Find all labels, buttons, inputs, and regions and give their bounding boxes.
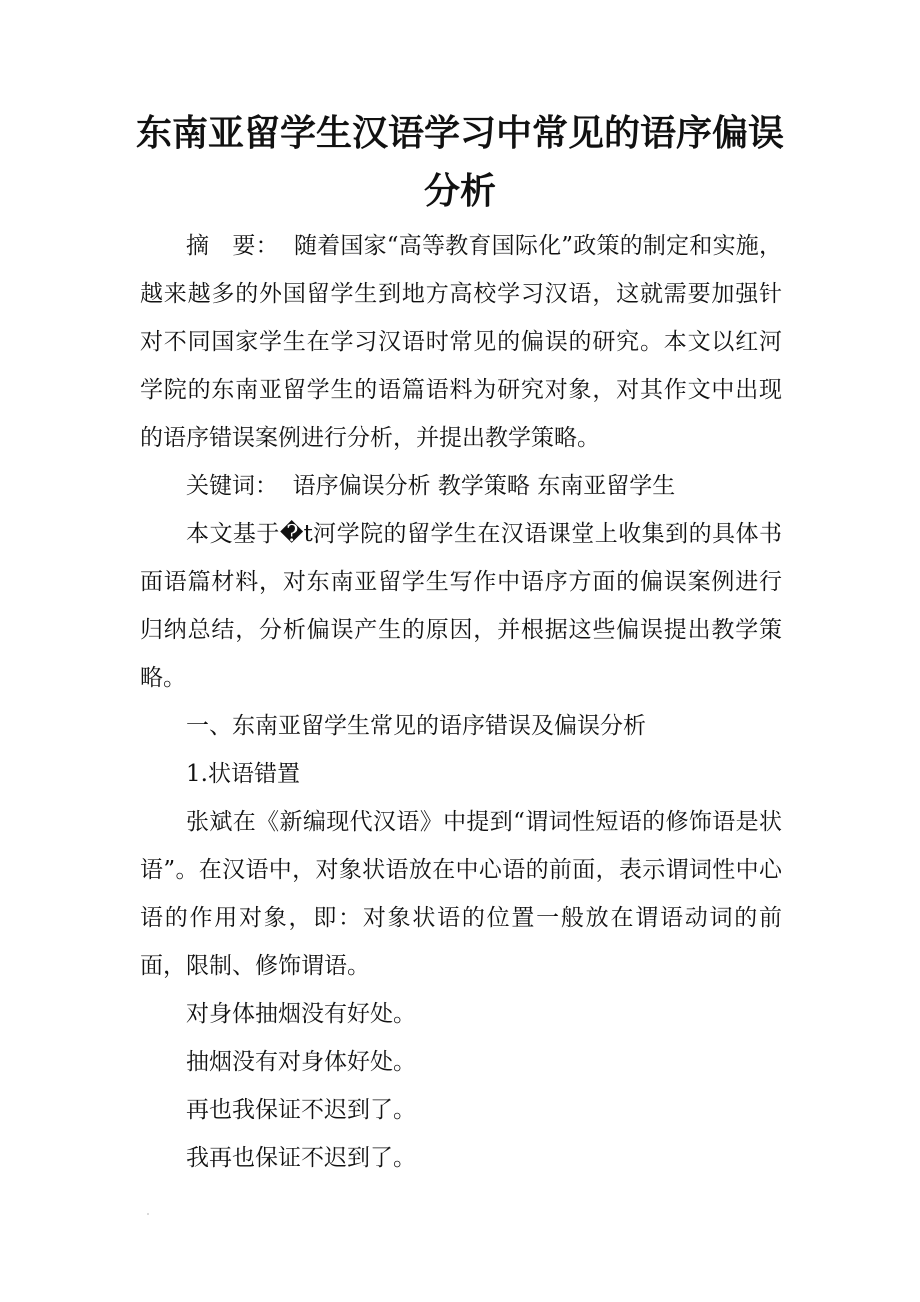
- intro-paragraph: 本文基于�t河学院的留学生在汉语课堂上收集到的具体书面语篇材料，对东南亚留学生写作中语序方面的偏误案例进行归纳总结，分析偏误产生的原因，并根据这些偏误提出教学策略。: [140, 521, 782, 691]
- abstract-label: 摘 要：: [186, 233, 279, 259]
- paper-body: [140, 222, 782, 1182]
- example-sentence: 对身体抽烟没有好处。: [186, 1001, 416, 1027]
- body-paragraph: 张斌在《新编现代汉语》中提到“谓词性短语的修饰语是状语”。在汉语中，对象状语放在中心语的前面，表示谓词性中心语的作用对象，即：对象状语的位置一般放在谓语动词的前面，限制、修饰谓语。: [140, 809, 782, 979]
- keywords-label: 关键词：: [186, 473, 278, 499]
- example-sentence: 再也我保证不迟到了。: [186, 1097, 416, 1123]
- subsection-heading: 1.状语错置: [186, 761, 300, 787]
- keywords-text: 语序偏误分析 教学策略 东南亚留学生: [292, 473, 676, 499]
- section-heading: 一、东南亚留学生常见的语序错误及偏误分析: [186, 713, 646, 739]
- example-sentence: 抽烟没有对身体好处。: [186, 1049, 416, 1075]
- paper-title: 东南亚留学生汉语学习中常见的语序偏误分析: [135, 113, 784, 212]
- abstract-paragraph: [140, 222, 782, 462]
- page-speck: [147, 1213, 149, 1215]
- abstract-text: 随着国家“高等教育国际化”政策的制定和实施，越来越多的外国留学生到地方高校学习汉语，这就需要加强针对不同国家学生在学习汉语时常见的偏误的研究。本文以红河学院的东南亚留学生的语篇语料为研究对象，对其作文中出现的语序错误案例进行分析，并提出教学策略。: [140, 233, 782, 451]
- example-sentence: 我再也保证不迟到了。: [186, 1145, 416, 1171]
- keywords-paragraph: [140, 462, 782, 510]
